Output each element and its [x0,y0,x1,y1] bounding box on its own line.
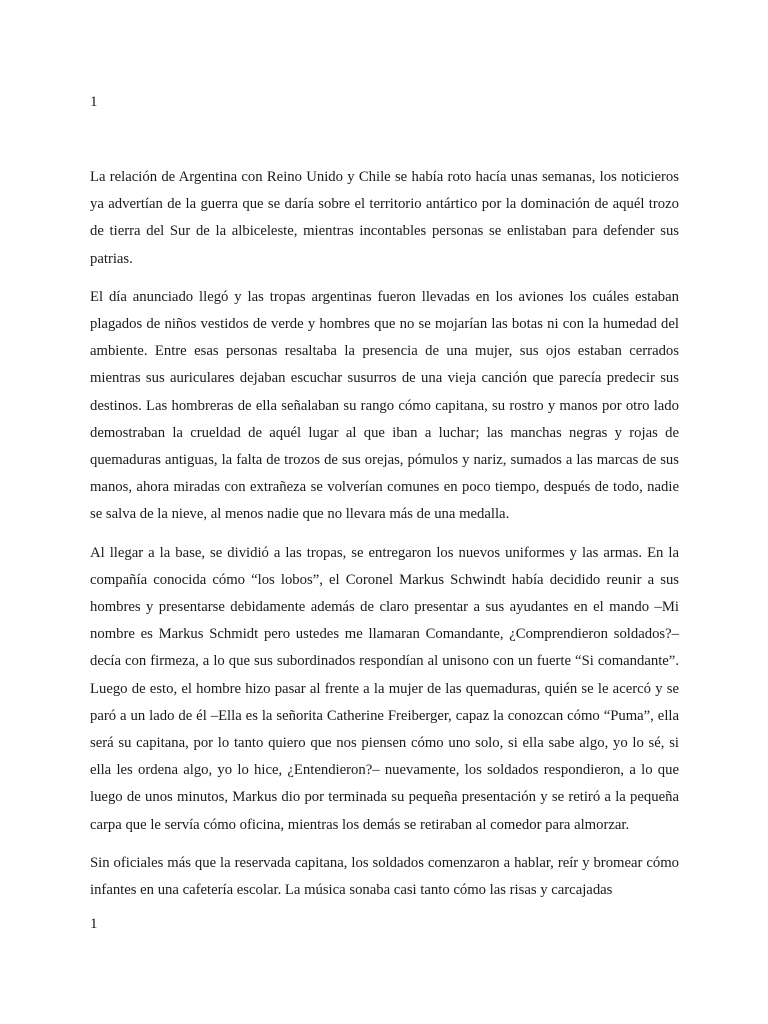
paragraph: La relación de Argentina con Reino Unido y Chile se había roto hacía unas semanas, los noticieros ya advertían de la guerra que se daría sobre el territorio antártico por la dominación de aquél trozo de tierra del Sur de la albiceleste, mientras incontables personas se enlistaban para defender sus patrias. [90,169,679,267]
paragraph: Al llegar a la base, se dividió a las tropas, se entregaron los nuevos uniformes y las armas. En la compañía conocida cómo “los lobos”, el Coronel Markus Schwindt había decidido reunir a sus hombres y presentarse debidamente además de claro presentar a sus ayudantes en el mando –Mi nombre es Markus Schmidt pero ustedes me llamaran Comandante, ¿Comprendieron soldados?– decía con firmeza, a lo que sus subordinados respondían al unisono con un fuerte “Si comandante”. Luego de esto, el hombre hizo pasar al frente a la mujer de las quemaduras, quién se le acercó y se paró a un lado de él –Ella es la señorita Catherine Freiberger, capaz la conozcan cómo “Puma”, ella será su capitana, por lo tanto quiero que nos piensen cómo uno solo, si ella sabe algo, yo lo sé, si ella les ordena algo, yo lo hice, ¿Entendieron?– nuevamente, los soldados respondieron, a lo que luego de unos minutos, Markus dio por terminada su pequeña presentación y se retiró a la pequeña carpa que le servía cómo oficina, mientras los demás se retiraban al comedor para almorzar. [90,544,679,833]
document-body [90,164,679,915]
paragraph: El día anunciado llegó y las tropas argentinas fueron llevadas en los aviones los cuáles estaban plagados de niños vestidos de verde y hombres que no se mojarían las botas ni con la humedad del ambiente. Entre esas personas resaltaba la presencia de una mujer, sus ojos estaban cerrados mientras sus auriculares dejaban escuchar susurros de una vieja canción que parecía predecir sus destinos. Las hombreras de ella señalaban su rango cómo capitana, su rostro y manos por otro lado demostraban la crueldad de aquél lugar al que iban a luchar; las manchas negras y rojas de quemaduras antiguas, la falta de trozos de sus orejas, pómulos y nariz, sumados a las marcas de sus manos, ahora miradas con extrañeza se volverían comunes en poco tiempo, después de todo, nadie se salva de la nieve, al menos nadie que no llevara más de una medalla. [90,288,679,523]
page-number-header: 1 [90,94,98,110]
paragraph: Sin oficiales más que la reservada capitana, los soldados comenzaron a hablar, reír y bromear cómo infantes en una cafetería escolar. La música sonaba casi tanto cómo las risas y carcajadas [90,854,679,899]
page-number-footer: 1 [90,916,98,932]
